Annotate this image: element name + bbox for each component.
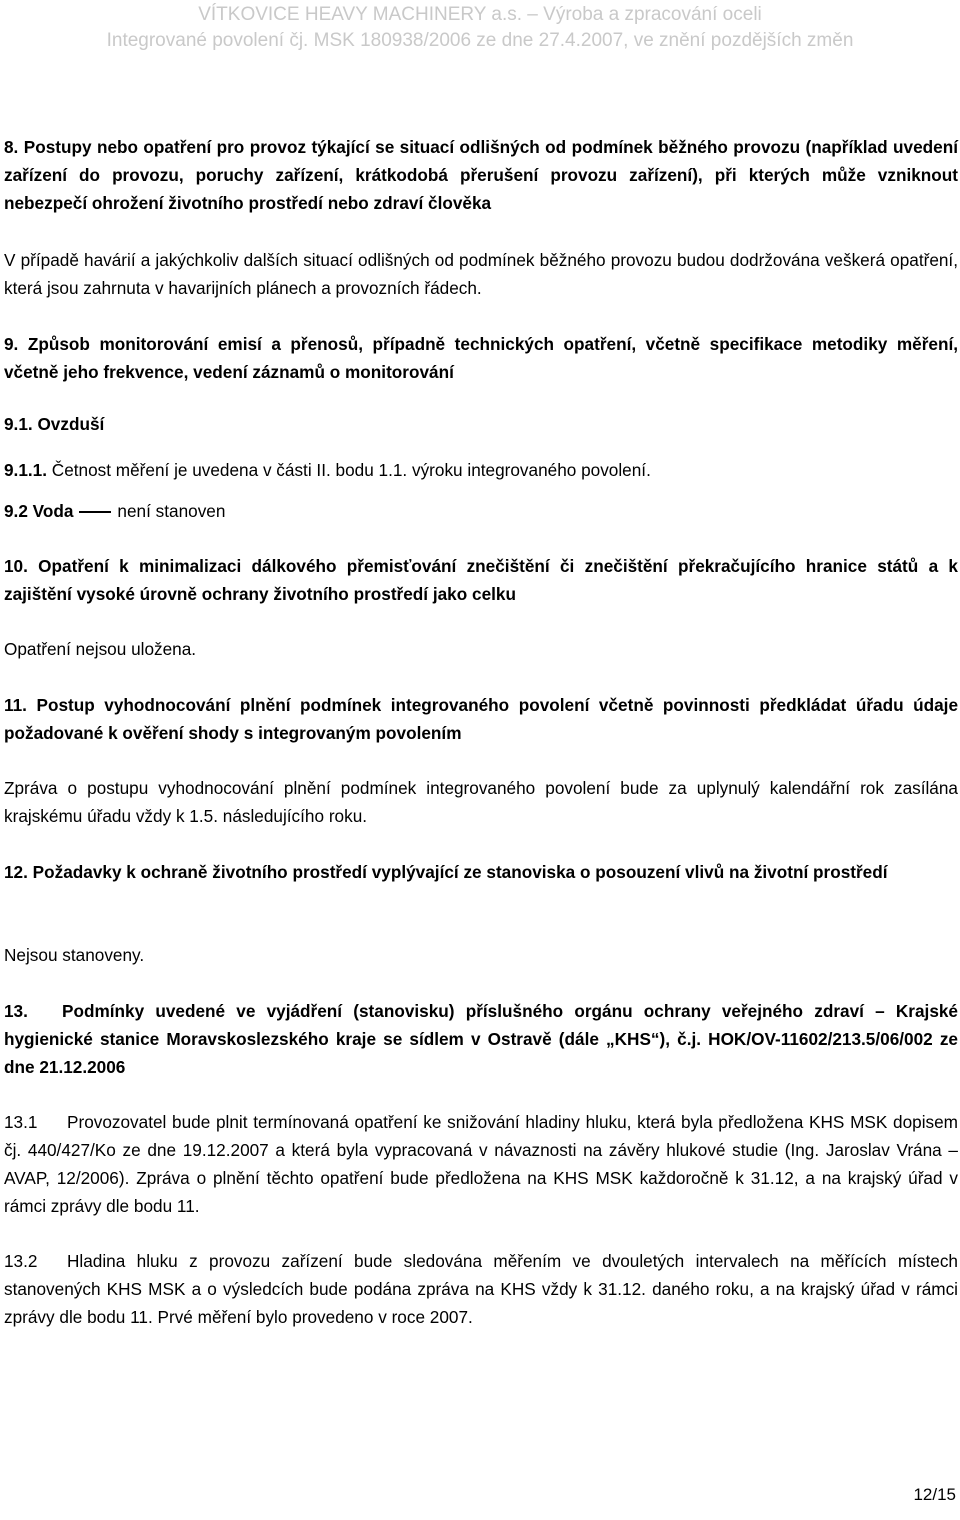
section-13-1 — [4, 1108, 958, 1220]
page-header — [0, 2, 960, 54]
section-10-heading: 10. Opatření k minimalizaci dálkového přemisťování znečištění či znečištění překračujícího hranice států a k zajištění vysoké úrovně ochrany životního prostředí jako celku — [4, 556, 958, 604]
section-13-number: 13. — [4, 1001, 28, 1021]
section-13-2-text: Hladina hluku z provozu zařízení bude sledována měřením ve dvouletých intervalech na měřících místech stanovených KHS MSK a o výsledcích bude podána zpráva na KHS vždy k 31.12. daného roku, a na krajský úřad v rámci zprávy dle bodu 11. Prvé měření bylo provedeno v roce 2007. — [4, 1251, 958, 1327]
section-11-heading: 11. Postup vyhodnocování plnění podmínek integrovaného povolení včetně povinnosti předkládat úřadu údaje požadované k ověření shody s integrovaným povolením — [4, 695, 958, 743]
section-8-heading: 8. Postupy nebo opatření pro provoz týkající se situací odlišných od podmínek běžného provozu (například uvedení zařízení do provozu, poruchy zařízení, krátkodobá přerušení provozu zařízení), při kterých může vzniknout nebezpečí ohrožení životního prostředí nebo zdraví člověka — [4, 137, 958, 213]
section-8-text: V případě havárií a jakýchkoliv dalších situací odlišných od podmínek běžného provozu budou dodržována veškerá opatření, která jsou zahrnuta v havarijních plánech a provozních řádech. — [4, 250, 958, 298]
section-13-2 — [4, 1247, 958, 1331]
section-9-1-heading: 9.1. Ovzduší — [4, 414, 105, 434]
section-13-2-number: 13.2 — [4, 1251, 38, 1271]
section-11-text: Zpráva o postupu vyhodnocování plnění podmínek integrovaného povolení bude za uplynulý kalendářní rok zasílána krajskému úřadu vždy k 1.5. následujícího roku. — [4, 778, 958, 826]
section-9-1-1-text: Četnost měření je uvedena v části II. bodu 1.1. výroku integrovaného povolení. — [47, 460, 651, 480]
section-9-2 — [4, 497, 958, 525]
section-9-heading: 9. Způsob monitorování emisí a přenosů, případně technických opatření, včetně specifikace metodiky měření, včetně jeho frekvence, vedení záznamů o monitorování — [4, 334, 958, 382]
header-permit-line: Integrované povolení čj. MSK 180938/2006 ze dne 27.4.2007, ve znění pozdějších změn — [106, 30, 854, 51]
section-9-1-1 — [4, 456, 958, 484]
section-12-text: Nejsou stanoveny. — [4, 945, 145, 965]
section-10-text: Opatření nejsou uložena. — [4, 639, 197, 659]
dash-separator — [79, 511, 111, 513]
page-number: 12/15 — [913, 1485, 956, 1504]
section-13-heading-text: Podmínky uvedené ve vyjádření (stanovisku) příslušného orgánu ochrany veřejného zdraví – Krajské hygienické stanice Moravskoslezského kraje se sídlem v Ostravě (dále „KHS“), č.j. HOK/OV-11602/213.5/06/002 ze dne 21.12.2006 — [4, 1001, 958, 1077]
section-9-2-text: není stanoven — [117, 501, 226, 521]
section-9-2-heading: 9.2 Voda — [4, 501, 74, 521]
section-12-heading: 12. Požadavky k ochraně životního prostředí vyplývající ze stanoviska o posouzení vlivů na životní prostředí — [4, 862, 888, 882]
header-company-line: VÍTKOVICE HEAVY MACHINERY a.s. – Výroba a zpracování oceli — [198, 4, 762, 25]
section-9-1-1-number: 9.1.1. — [4, 460, 48, 480]
section-13-1-number: 13.1 — [4, 1112, 38, 1132]
section-13-heading — [4, 997, 958, 1081]
section-13-1-text: Provozovatel bude plnit termínovaná opatření ke snižování hladiny hluku, která byla předložena KHS MSK dopisem čj. 440/427/Ko ze dne 19.12.2007 a která byla vypracovaná v návaznosti na závěry hlukové studie (Ing. Jaroslav Vrána – AVAP, 12/2006). Zpráva o plnění těchto opatření bude předložena na KHS MSK každoročně k 31.12, a na krajský úřad v rámci zprávy dle bodu 11. — [4, 1112, 958, 1216]
